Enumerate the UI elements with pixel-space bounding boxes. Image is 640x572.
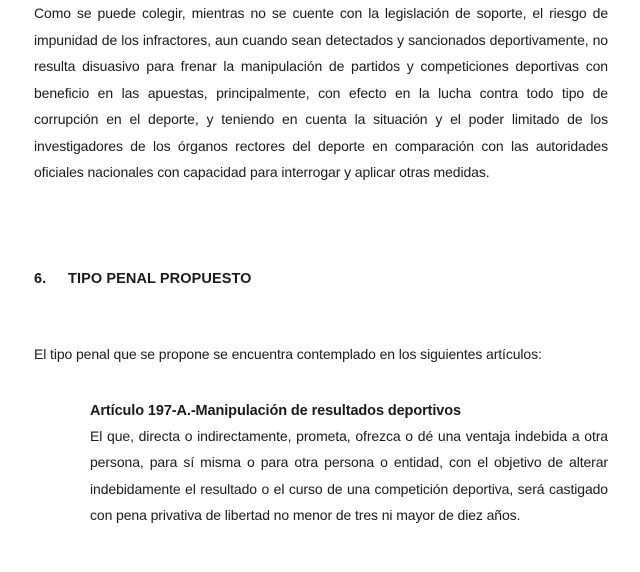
article-title: Artículo 197-A.-Manipulación de resultados deportivos	[90, 403, 461, 419]
section-title: TIPO PENAL PROPUESTO	[68, 271, 252, 287]
article-body: El que, directa o indirectamente, prometa, ofrezca o dé una ventaja indebida a otra persona, para sí misma o para otra persona o entidad, con el objetivo de alterar indebidamente el resultado o el curso de una competición deportiva, será castigado con pena privativa de libertad no menor de tres ni mayor de diez años.	[90, 428, 608, 523]
body-paragraph-context: Como se puede colegir, mientras no se cuente con la legislación de soporte, el riesgo de impunidad de los infractores, aun cuando sean detectados y sancionados deportivamente, no resulta disuasivo para frenar la manipulación de partidos y competiciones deportivas con beneficio en las apuestas, principalmente, con efecto en la lucha contra todo tipo de corrupción en el deporte, y teniendo en cuenta la situación y el poder limitado de los investigadores de los órganos rectores del deporte en comparación con las autoridades oficiales nacionales con capacidad para interrogar y aplicar otras medidas.	[34, 5, 608, 180]
section-number: 6.	[34, 271, 47, 287]
article-block	[90, 399, 608, 528]
body-paragraph-intro: El tipo penal que se propone se encuentra contemplado en los siguientes artículos:	[34, 346, 542, 362]
section-heading	[34, 267, 252, 291]
